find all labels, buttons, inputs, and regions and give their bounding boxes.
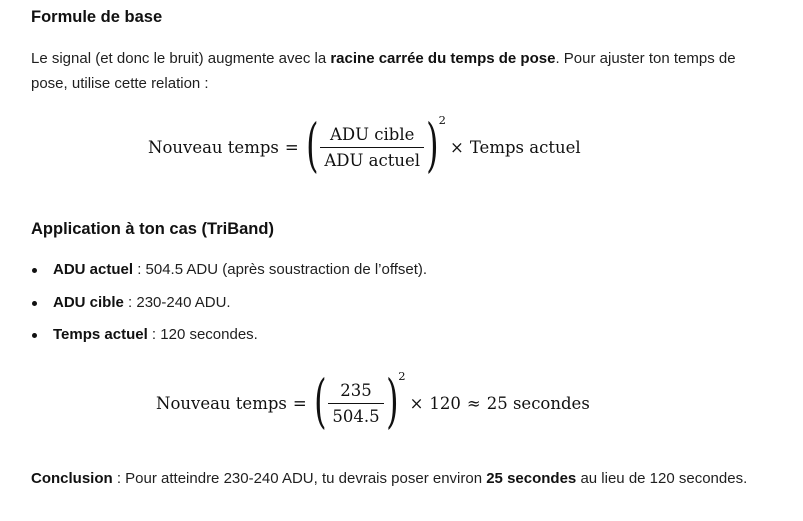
list-item-label: Temps actuel — [53, 326, 148, 343]
conclusion-text: : Pour atteindre 230-240 ADU, tu devrais poser environ — [112, 470, 487, 487]
intro-text-end: . Pour ajuster ton temps de pose, utilise cette relation : — [31, 50, 736, 92]
list-item-text: : 230-240 ADU. — [123, 293, 231, 311]
formula-applied — [156, 367, 590, 435]
list-item — [31, 258, 427, 282]
exponent: 2 — [438, 113, 446, 127]
formula-rhs: Temps actuel — [469, 137, 581, 157]
fraction-denominator: 504.5 — [328, 403, 383, 426]
intro-bold-text: racine carrée du temps de pose — [330, 50, 556, 67]
current-time-value: 120 — [429, 393, 461, 413]
formula-result: 25 secondes — [486, 393, 590, 413]
fraction-numerator: 235 — [340, 380, 372, 400]
times-sign: × — [450, 137, 464, 157]
right-paren: ) — [426, 111, 439, 179]
intro-paragraph — [31, 47, 756, 96]
conclusion-bold: 25 secondes — [486, 470, 577, 487]
formula-lhs: Nouveau temps — [148, 137, 279, 157]
equals-sign: = — [284, 137, 299, 157]
list-item — [31, 291, 427, 315]
section-heading-application: Application à ton cas (TriBand) — [31, 220, 274, 238]
left-paren: ( — [313, 367, 327, 435]
fraction-numerator: ADU cible — [329, 124, 415, 144]
list-item — [31, 323, 427, 347]
approx-sign: ≈ — [466, 393, 481, 413]
times-sign: × — [409, 393, 424, 413]
conclusion-paragraph — [31, 467, 771, 492]
intro-text: Le signal (et donc le bruit) augmente avec la — [31, 50, 331, 67]
list-item-label: ADU actuel — [53, 261, 134, 278]
values-list — [31, 258, 427, 356]
section-heading-formule: Formule de base — [31, 8, 163, 26]
list-item-label: ADU cible — [53, 293, 124, 311]
fraction — [328, 381, 383, 426]
list-item-text: : 120 secondes. — [147, 326, 258, 343]
equals-sign: = — [292, 393, 307, 413]
formula-lhs: Nouveau temps — [156, 393, 287, 413]
fraction-denominator: ADU actuel — [320, 147, 424, 170]
right-paren: ) — [385, 367, 399, 435]
fraction — [320, 125, 424, 170]
formula-general — [148, 111, 581, 179]
left-paren: ( — [305, 111, 319, 179]
exponent: 2 — [398, 369, 406, 383]
list-item-text: : 504.5 ADU (après soustraction de l’offset). — [133, 261, 428, 278]
conclusion-label: Conclusion — [31, 470, 113, 487]
conclusion-text-end: au lieu de 120 secondes. — [576, 470, 748, 487]
